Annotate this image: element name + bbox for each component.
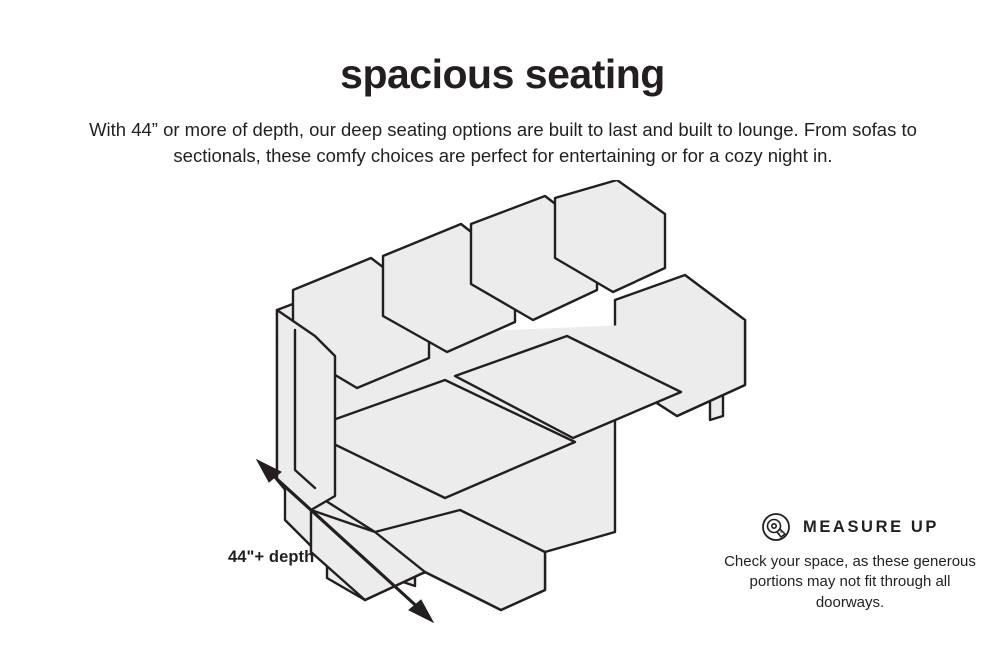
measure-up-callout xyxy=(719,512,981,613)
page-title: spacious seating xyxy=(340,51,665,97)
measure-up-body: Check your space, as these generous portions may not fit through all doorways. xyxy=(724,553,976,611)
measuring-tape-icon xyxy=(761,512,791,542)
page-subtitle: With 44” or more of depth, our deep seating options are built to last and built to lounge. From sofas to sectionals, these comfy choices are perfect for entertaining or for a cozy night in. xyxy=(89,119,917,167)
measure-up-title: MEASURE UP xyxy=(802,517,939,536)
depth-dimension-label: 44"+ depth xyxy=(228,548,315,566)
